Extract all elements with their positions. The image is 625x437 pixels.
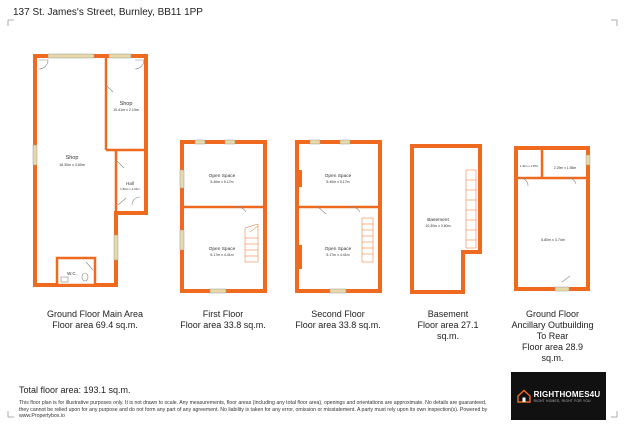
room-dims-ancillary-3: 6.80m x 3.74m <box>541 238 565 242</box>
second-floor-plan <box>296 140 380 293</box>
ground-main-walls <box>35 56 146 285</box>
room-dims-first-1: 5.40m x 5.17m <box>210 180 234 184</box>
room-dims-ancillary-1: 1.40m x 1.55m <box>519 164 539 168</box>
logo-tagline: RIGHT HOMES, RIGHT FOR YOU <box>533 398 591 403</box>
room-dims-shop-main: 18.30m x 3.60m <box>59 163 85 167</box>
room-label-wc: W.C. <box>67 271 77 276</box>
house-icon <box>517 389 531 403</box>
room-dims-second-2: 5.17m x 4.41m <box>326 253 350 257</box>
room-label-first-1: Open Space <box>208 174 236 179</box>
ground-main-plan <box>33 54 146 285</box>
shop-window <box>48 54 94 58</box>
room-dims-first-2: 5.17m x 4.41m <box>210 253 234 257</box>
room-dims-ancillary-2: 2.29m x 1.55m <box>553 166 577 170</box>
room-label-second-1: Open Space <box>324 174 352 179</box>
ancillary-plan <box>516 148 590 291</box>
room-label-shop-rear: Shop <box>119 101 133 107</box>
room-label-shop-main: Shop <box>65 155 79 161</box>
room-dims-shop-rear: 10.41m x 2.19m <box>113 108 139 112</box>
caption-ancillary: Ground Floor Ancillary Outbuilding To Rear Floor area 28.9 sq.m. <box>511 309 594 363</box>
room-label-first-2: Open Space <box>208 247 236 252</box>
room-dims-hall: 1.50m x 4.01m <box>120 187 140 191</box>
logo-name: RIGHTHOMES4U <box>533 389 601 399</box>
caption-first-floor: First Floor Floor area 33.8 sq.m. <box>180 309 266 330</box>
caption-second-floor: Second Floor Floor area 33.8 sq.m. <box>295 309 381 330</box>
agent-logo <box>511 372 606 420</box>
room-dims-second-1: 5.40m x 5.17m <box>326 180 350 184</box>
disclaimer-text: This floor plan is for illustrative purposes only. It is not drawn to scale. Any measurements, floor areas (including any total floor area), openings and orientations are approximate. No details are guaranteed, they cannot be relied upon for any purpose and do not form any part of any agreement. No liability is taken for any error, omission or misstatement. A party must rely upon its own inspection(s). Powered by www.Propertybox.io <box>19 400 488 419</box>
room-label-second-2: Open Space <box>324 247 352 252</box>
property-address: 137 St. James's Street, Burnley, BB11 1PP <box>13 7 203 18</box>
room-dims-basement: 10.30m x 3.60m <box>425 224 451 228</box>
room-label-hall: Hall <box>126 181 134 186</box>
basement-plan <box>412 146 480 292</box>
first-floor-plan <box>180 140 265 293</box>
room-label-basement: Basement <box>427 218 449 223</box>
caption-basement: Basement Floor area 27.1 sq.m. <box>417 309 479 341</box>
total-floor-area: Total floor area: 193.1 sq.m. <box>19 385 131 395</box>
caption-ground-main: Ground Floor Main Area Floor area 69.4 sq.m. <box>46 309 144 330</box>
